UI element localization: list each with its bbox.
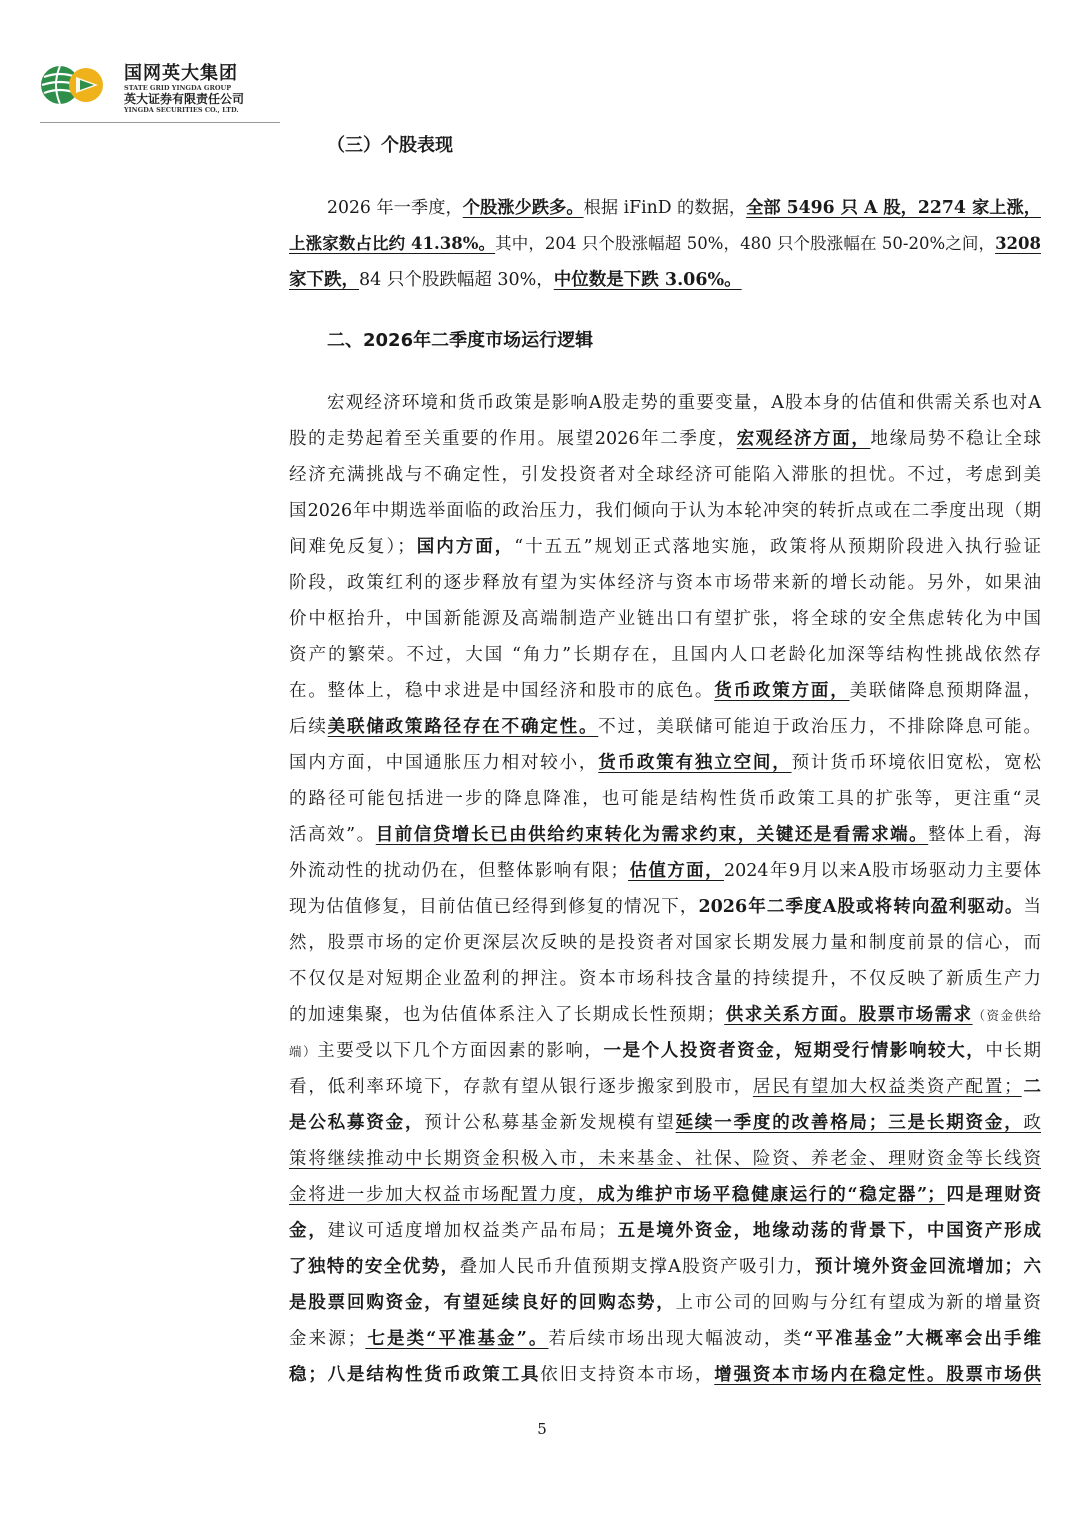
paragraph-line: 资产的繁荣。不过，大国 “角力”长期存在，且国内人口老龄化加深等结构性挑战依然存 xyxy=(289,645,1041,665)
paragraph-line: 看，低利率环境下，存款有望从银行逐步搬家到股市，居民有望加大权益类资产配置；二 xyxy=(289,1077,1042,1097)
paragraph-line: 策将继续推动中长期资金积极入市，未来基金、社保、险资、养老金、理财资金等长线资 xyxy=(289,1149,1041,1169)
paragraph-line: 稳；八是结构性货币政策工具依旧支持资本市场，增强资本市场内在稳定性。股票市场供 xyxy=(289,1365,1042,1385)
paragraph-line: 阶段，政策红利的逐步释放有望为实体经济与资本市场带来新的增长动能。另外，如果油 xyxy=(289,573,1041,593)
paragraph-line: 股的走势起着至关重要的作用。展望2026年二季度，宏观经济方面，地缘局势不稳让全球 xyxy=(289,429,1041,449)
paragraph-line: 了独特的安全优势，叠加人民币升值预期支撑A股资产吸引力，预计境外资金回流增加；六 xyxy=(289,1257,1042,1277)
paragraph-line: 不仅仅是对短期企业盈利的押注。资本市场科技含量的持续提升，不仅反映了新质生产力 xyxy=(289,969,1041,989)
paragraph-line: 在。整体上，稳中求进是中国经济和股市的底色。货币政策方面，美联储降息预期降温， xyxy=(289,681,1042,701)
paragraph-line: 是股票回购资金，有望延续良好的回购态势，上市公司的回购与分红有望成为新的增量资 xyxy=(289,1293,1041,1313)
letterhead xyxy=(40,60,300,126)
group-name: 国网英大集团 xyxy=(124,63,238,84)
paragraph-line: 然，股票市场的定价更深层次反映的是投资者对国家长期发展力量和制度前景的信心，而 xyxy=(289,933,1041,953)
paragraph-line: 现为估值修复，目前估值已经得到修复的情况下，2026年二季度A股或将转向盈利驱动。当 xyxy=(289,897,1041,917)
section-heading-stocks: （三）个股表现 xyxy=(327,135,453,156)
paragraph-line: 端）主要受以下几个方面因素的影响，一是个人投资者资金，短期受行情影响较大，中长期 xyxy=(289,1041,1042,1061)
paragraph-line: 家下跌，84 只个股跌幅超 30%，中位数是下跌 3.06%。 xyxy=(289,270,742,290)
header-divider xyxy=(40,122,280,123)
paragraph-line: 价中枢抬升，中国新能源及高端制造产业链出口有望扩张，将全球的安全焦虑转化为中国 xyxy=(289,609,1041,629)
paragraph-line: 国内方面，中国通胀压力相对较小，货币政策有独立空间，预计货币环境依旧宽松，宽松 xyxy=(289,753,1042,773)
paragraph-line: 金来源；七是类“平准基金”。若后续市场出现大幅波动，类“平准基金”大概率会出手维 xyxy=(289,1329,1042,1349)
section-heading-q2-logic: 二、2026年二季度市场运行逻辑 xyxy=(327,330,594,351)
paragraph-line: 是公私募资金，预计公私募基金新发规模有望延续一季度的改善格局；三是长期资金，政 xyxy=(289,1113,1042,1133)
page-number: 5 xyxy=(537,1420,547,1438)
company-name-en: YINGDA SECURITIES CO., LTD. xyxy=(124,106,239,114)
paragraph-line: 经济充满挑战与不确定性，引发投资者对全球经济可能陷入滞胀的担忧。不过，考虑到美 xyxy=(289,465,1041,485)
paragraph-line: 的加速集聚，也为估值体系注入了长期成长性预期；供求关系方面。股票市场需求（资金供给 xyxy=(289,1005,1042,1025)
org-name-block xyxy=(124,64,244,114)
paragraph-line: 外流动性的扰动仍在，但整体影响有限；估值方面，2024年9月以来A股市场驱动力主要体 xyxy=(289,861,1042,881)
paragraph-line: 上涨家数占比约 41.38%。其中，204 只个股涨幅超 50%，480 只个股涨幅在 50-20%之间，3208 xyxy=(289,234,1042,253)
paragraph-line: 的路径可能包括进一步的降息降准，也可能是结构性货币政策工具的扩张等，更注重“灵 xyxy=(289,789,1041,809)
company-name: 英大证券有限责任公司 xyxy=(124,92,245,106)
paragraph-line: 国2026年中期选举面临的政治压力，我们倾向于认为本轮冲突的转折点或在二季度出现（期 xyxy=(289,501,1041,521)
company-logo-icon xyxy=(40,63,116,107)
paragraph-line: 宏观经济环境和货币政策是影响A股走势的重要变量，A股本身的估值和供需关系也对A xyxy=(327,393,1041,413)
paragraph-line: 金将进一步加大权益市场配置力度，成为维护市场平稳健康运行的“稳定器”；四是理财资 xyxy=(289,1185,1042,1205)
paragraph-line: 金，建议可适度增加权益类产品布局；五是境外资金，地缘动荡的背景下，中国资产形成 xyxy=(289,1221,1042,1241)
paragraph-line: 后续美联储政策路径存在不确定性。不过，美联储可能迫于政治压力，不排除降息可能。 xyxy=(289,717,1042,737)
group-name-en: STATE GRID YINGDA GROUP xyxy=(124,84,232,92)
paragraph-line: 2026 年一季度，个股涨少跌多。根据 iFinD 的数据，全部 5496 只 A 股，2274 家上涨， xyxy=(327,198,1041,218)
paragraph-line: 间难免反复）；国内方面，“十五五”规划正式落地实施，政策将从预期阶段进入执行验证 xyxy=(289,537,1042,557)
paragraph-line: 活高效”。目前信贷增长已由供给约束转化为需求约束，关键还是看需求端。整体上看，海 xyxy=(289,825,1042,845)
